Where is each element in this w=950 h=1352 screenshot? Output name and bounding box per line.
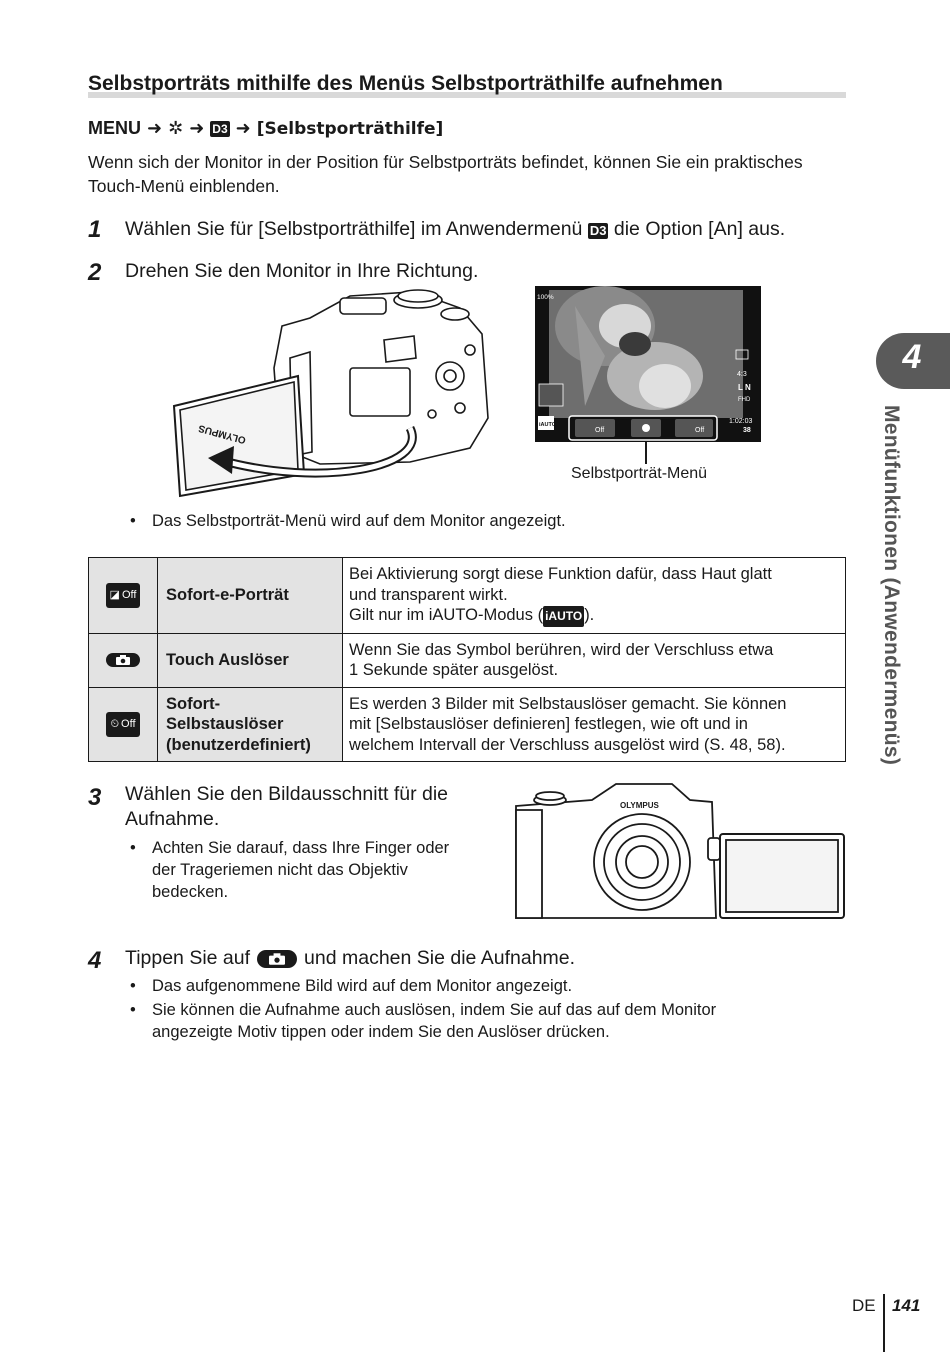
- battery-indicator: 100%: [537, 294, 554, 301]
- step-text-part: Wählen Sie für [Selbstporträthilfe] im Anwendermenü: [125, 218, 583, 240]
- camera-icon: [106, 653, 140, 667]
- table-desc-cell: [343, 687, 846, 762]
- table-name-cell: Sofort-e-Porträt: [158, 558, 343, 634]
- desc-line: Gilt nur im iAUTO-Modus ( iAUTO ).: [349, 605, 839, 627]
- d3-tab-icon: D3: [212, 121, 228, 136]
- name-line: Sofort-: [166, 694, 221, 713]
- list-item-text: Das aufgenommene Bild wird auf dem Monitor angezeigt.: [152, 977, 573, 995]
- caption-leader-line: [645, 442, 647, 464]
- step-number: 1: [88, 216, 102, 243]
- camera-shutter-icon: [257, 950, 297, 968]
- list-item-text: Achten Sie darauf, dass Ihre Finger oder der Trageriemen nicht das Objektiv bedecken.: [152, 839, 450, 901]
- list-item: • Achten Sie darauf, dass Ihre Finger oder der Trageriemen nicht das Objektiv bedecken.: [126, 837, 456, 903]
- table-desc-cell: [343, 633, 846, 687]
- chapter-title-vertical: Menüfunktionen (Anwendermenüs): [880, 405, 903, 766]
- desc-line: und transparent wirkt.: [349, 585, 508, 604]
- step-text: [125, 946, 575, 971]
- e-portrait-icon: ◪ Off: [106, 583, 141, 608]
- step-number: 2: [88, 259, 102, 286]
- desc-line: 1 Sekunde später ausgelöst.: [349, 661, 559, 679]
- arrow-right-icon: ➜: [189, 118, 205, 138]
- name-line: (benutzerdefiniert): [166, 735, 311, 754]
- desc-line: welchem Intervall der Verschluss ausgelöst wird (S. 48, 58).: [349, 735, 786, 754]
- list-item: • Sie können die Aufnahme auch auslösen, indem Sie auf das auf dem Monitor angezeigte Motiv tippen oder indem Sie den Auslöser drücken.: [126, 999, 786, 1043]
- step-text-part: die Option [An] aus.: [613, 218, 786, 240]
- step-text-part: und machen Sie die Aufnahme.: [304, 947, 576, 969]
- camera-brand-text: OLYMPUS: [620, 801, 659, 810]
- step-text: Wählen Sie den Bildausschnitt für die Aufnahme.: [125, 783, 449, 830]
- page-number: 141: [892, 1296, 921, 1315]
- list-item-text: Das Selbstporträt-Menü wird auf dem Monitor angezeigt.: [152, 512, 566, 530]
- table-desc-cell: [343, 558, 846, 634]
- table-icon-cell: [89, 558, 158, 634]
- shots-remaining: 38: [743, 427, 751, 434]
- step-text: [125, 217, 785, 242]
- step-text: Drehen Sie den Monitor in Ihre Richtung.: [125, 260, 479, 282]
- step-number: 3: [88, 784, 102, 811]
- footer-divider: [883, 1294, 885, 1352]
- self-timer-off-icon: Off: [695, 427, 705, 434]
- desc-line: Wenn Sie das Symbol berühren, wird der Verschluss etwa: [349, 640, 774, 659]
- camera-brand-text: OLYMPUS: [197, 422, 248, 446]
- step-text-part: Tippen Sie auf: [125, 947, 251, 969]
- menu-target: [Selbstporträthilfe]: [256, 118, 444, 139]
- arrow-right-icon: ➜: [235, 118, 251, 138]
- camera-front-illustration: [512, 780, 846, 924]
- desc-line: Es werden 3 Bilder mit Selbstauslöser gemacht. Sie können: [349, 694, 787, 713]
- iauto-mode-icon: iAUTO: [539, 422, 557, 428]
- table-name-cell: [158, 687, 343, 762]
- self-timer-icon: ⏲ Off: [106, 712, 139, 737]
- arrow-right-icon: ➜: [147, 118, 163, 138]
- table-row: [89, 633, 846, 687]
- aspect-ratio: 4:3: [737, 371, 747, 378]
- recording-time: 1:02:03: [729, 418, 753, 425]
- table-row: [89, 687, 846, 762]
- self-portrait-screen-figure: [535, 286, 761, 442]
- step-number: 4: [88, 947, 102, 974]
- table-name-cell: Touch Auslöser: [158, 633, 343, 687]
- figure-caption: Selbstporträt-Menü: [571, 465, 708, 482]
- intro-text: Wenn sich der Monitor in der Position für Selbstporträts befindet, können Sie ein praktisches Touch-Menü einblenden.: [88, 152, 803, 196]
- table-icon-cell: [89, 687, 158, 762]
- table-row: [89, 558, 846, 634]
- d3-tab-icon: D3: [589, 223, 607, 238]
- feature-table: [88, 557, 846, 762]
- e-portrait-off-icon: Off: [595, 427, 605, 434]
- desc-line: Bei Aktivierung sorgt diese Funktion dafür, dass Haut glatt: [349, 565, 772, 583]
- table-icon-cell: [89, 633, 158, 687]
- list-item: • Das Selbstporträt-Menü wird auf dem Monitor angezeigt.: [130, 512, 566, 530]
- chapter-number: 4: [902, 338, 922, 376]
- desc-line: mit [Selbstauslöser definieren] festlegen, wie oft und in: [349, 715, 748, 733]
- camera-flipped-monitor-illustration: [170, 288, 500, 500]
- gear-icon: ✲: [168, 118, 184, 138]
- menu-label: MENU: [88, 118, 141, 138]
- video-quality: FHD: [738, 397, 751, 403]
- page-heading: Selbstporträts mithilfe des Menüs Selbstporträthilfe aufnehmen: [88, 72, 723, 95]
- list-item-text: Sie können die Aufnahme auch auslösen, indem Sie auf das auf dem Monitor angezeigte Motiv tippen oder indem Sie den Auslöser drücken.: [152, 1001, 717, 1041]
- image-quality: L N: [738, 383, 751, 392]
- list-item: • Das aufgenommene Bild wird auf dem Monitor angezeigt.: [130, 977, 573, 995]
- footer-language: DE: [852, 1296, 876, 1315]
- iauto-icon: iAUTO: [543, 606, 584, 627]
- name-line: Selbstauslöser: [166, 715, 284, 733]
- menu-path: [88, 118, 443, 139]
